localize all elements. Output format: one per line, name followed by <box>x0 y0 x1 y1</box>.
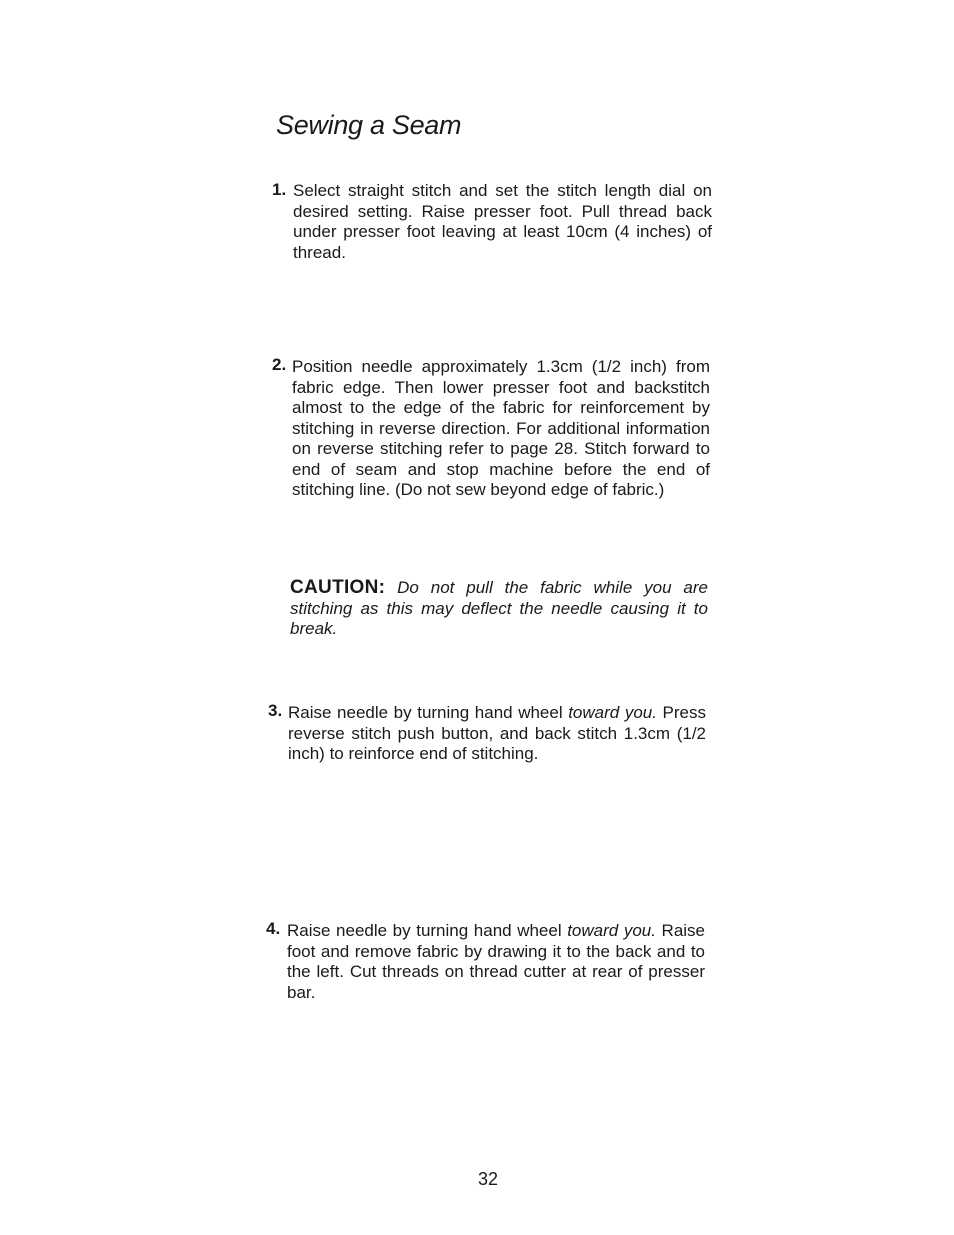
step-3-text: Raise needle by turning hand wheel <box>288 703 569 722</box>
step-1-text: Select straight stitch and set the stitch length dial on desired setting. Raise presser foot. Pull thread back under presser foot leaving at least 10cm (4 inches) of thread. <box>293 181 712 262</box>
page-title: Sewing a Seam <box>276 110 462 140</box>
step-2-number: 2. <box>272 355 287 374</box>
step-3-text-continued: Press reverse stitch push button, and back stitch 1.3cm (1/2 inch) to reinforce end of stitching. <box>288 703 706 763</box>
step-3 <box>288 703 706 765</box>
step-4-text: Raise needle by turning hand wheel <box>287 921 568 940</box>
step-4-number: 4. <box>266 919 281 938</box>
step-3-emphasis: toward you. <box>568 703 657 722</box>
caution-text: Do not pull the fabric while you are stitching as this may deflect the needle causing it to break. <box>290 578 708 638</box>
step-4 <box>287 921 705 1003</box>
caution-note <box>290 578 708 640</box>
caution-label: CAUTION: <box>290 577 386 598</box>
step-1-number: 1. <box>272 180 287 199</box>
step-3-number: 3. <box>268 701 283 720</box>
step-2 <box>292 357 710 501</box>
step-2-text: Position needle approximately 1.3cm (1/2 inch) from fabric edge. Then lower presser foot and backstitch almost to the edge of the fabric for reinforcement by stitching in reverse direction. For additional information on reverse stitching refer to page 28. Stitch forward to end of seam and stop machine before the end of stitching line. (Do not sew beyond edge of fabric.) <box>292 357 710 499</box>
step-4-emphasis: toward you. <box>567 921 656 940</box>
step-1 <box>293 181 712 263</box>
step-4-text-continued: Raise foot and remove fabric by drawing it to the back and to the left. Cut threads on thread cutter at rear of presser bar. <box>287 921 706 1002</box>
page-number: 32 <box>478 1169 499 1189</box>
